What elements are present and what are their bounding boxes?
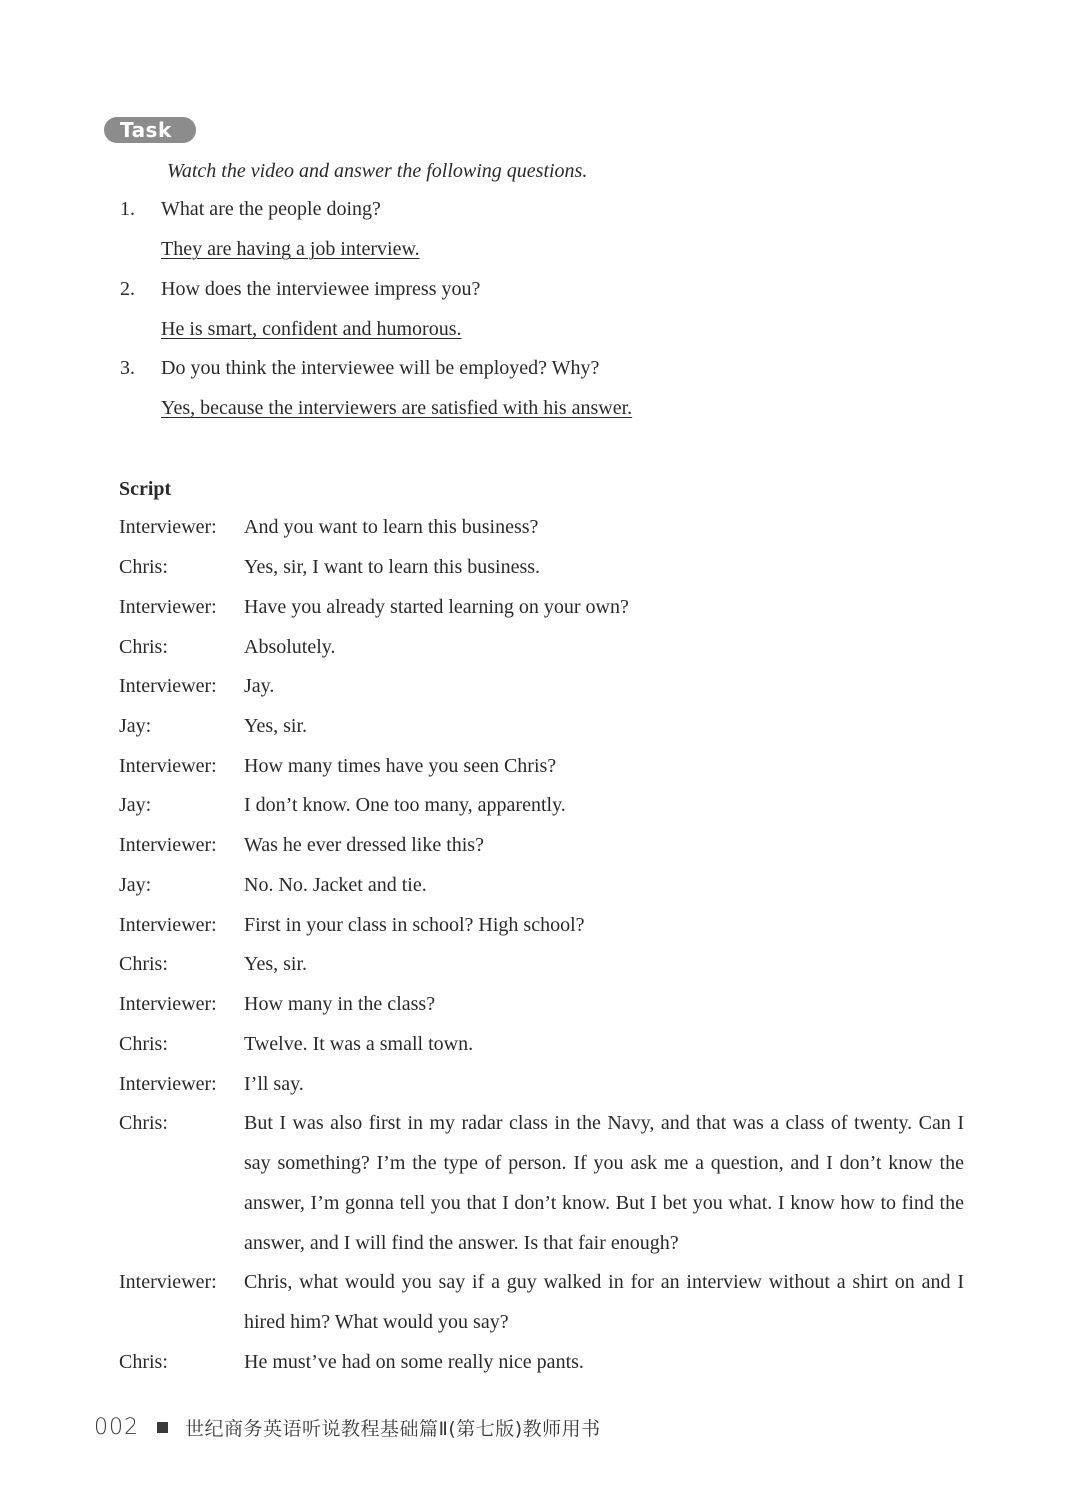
question-number: 1. [120, 198, 135, 220]
dialogue-line: Absolutely. [244, 636, 336, 658]
speaker-label: Interviewer: [119, 993, 217, 1015]
speaker-label: Jay: [119, 874, 152, 896]
dialogue-line: How many times have you seen Chris? [244, 755, 557, 777]
speaker-label: Interviewer: [119, 516, 217, 538]
dialogue-line: How many in the class? [244, 993, 436, 1015]
dialogue-line: Yes, sir. [244, 715, 307, 737]
dialogue-line: I’ll say. [244, 1073, 304, 1095]
task-instruction: Watch the video and answer the following questions. [167, 160, 588, 182]
page-number: 002 [94, 1414, 139, 1440]
question-answer: Yes, because the interviewers are satisfied with his answer. [161, 397, 633, 419]
speaker-label: Interviewer: [119, 755, 217, 777]
book-title: 世纪商务英语听说教程基础篇Ⅱ(第七版)教师用书 [185, 1417, 601, 1440]
dialogue-line: Was he ever dressed like this? [244, 834, 484, 856]
question-answer: He is smart, confident and humorous. [161, 318, 462, 340]
dialogue-line: And you want to learn this business? [244, 516, 539, 538]
speaker-label: Chris: [119, 953, 168, 975]
speaker-label: Chris: [119, 636, 168, 658]
page-footer [94, 1413, 601, 1441]
dialogue-line: Yes, sir. [244, 953, 307, 975]
speaker-label: Chris: [119, 556, 168, 578]
speaker-label: Interviewer: [119, 1073, 217, 1095]
dialogue-line: Yes, sir, I want to learn this business. [244, 556, 541, 578]
speaker-label: Chris: [119, 1033, 168, 1055]
dialogue-line: Chris, what would you say if a guy walked in for an interview without a shirt on and I hired him? What would you say? [244, 1271, 964, 1333]
question-number: 2. [120, 278, 135, 300]
speaker-label: Interviewer: [119, 834, 217, 856]
question-text: What are the people doing? [161, 198, 381, 220]
task-badge: Task [104, 117, 196, 143]
dialogue-line: But I was also first in my radar class in the Navy, and that was a class of twenty. Can I say something? I’m the type of person. If you ask me a question, and I don’t know the answer, I’m gonna tell you that I don’t know. But I bet you what. I know how to find the answer, and I will find the answer. Is that fair enough? [244, 1112, 964, 1254]
dialogue-line: No. No. Jacket and tie. [244, 874, 427, 896]
dialogue-line: He must’ve had on some really nice pants. [244, 1351, 584, 1373]
question-text: How does the interviewee impress you? [161, 278, 481, 300]
speaker-label: Chris: [119, 1112, 168, 1134]
speaker-label: Interviewer: [119, 596, 217, 618]
speaker-label: Interviewer: [119, 675, 217, 697]
script-heading: Script [119, 478, 172, 500]
speaker-label: Interviewer: [119, 914, 217, 936]
dialogue-line: Twelve. It was a small town. [244, 1033, 474, 1055]
question-answer: They are having a job interview. [161, 238, 420, 260]
question-number: 3. [120, 357, 135, 379]
speaker-label: Jay: [119, 794, 152, 816]
speaker-label: Interviewer: [119, 1271, 217, 1293]
speaker-label: Chris: [119, 1351, 168, 1373]
square-bullet-icon [157, 1422, 168, 1433]
dialogue-line: Jay. [244, 675, 275, 697]
question-text: Do you think the interviewee will be employed? Why? [161, 357, 600, 379]
dialogue-line: First in your class in school? High school? [244, 914, 585, 936]
dialogue-line: Have you already started learning on your own? [244, 596, 629, 618]
speaker-label: Jay: [119, 715, 152, 737]
dialogue-line: I don’t know. One too many, apparently. [244, 794, 566, 816]
